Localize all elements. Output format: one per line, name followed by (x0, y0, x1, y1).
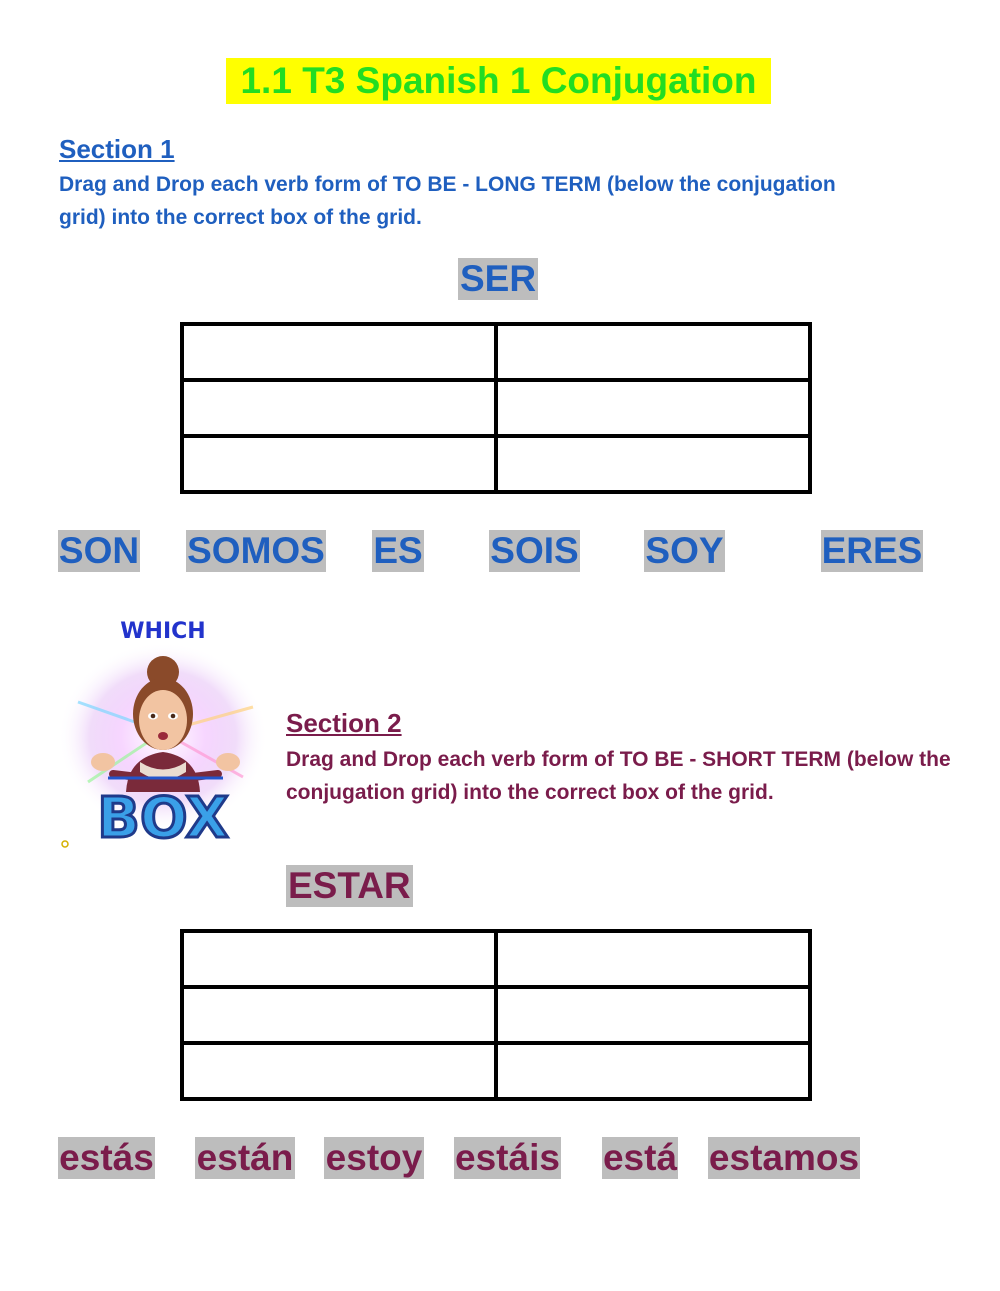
ser-drop-box-6[interactable] (496, 436, 810, 492)
estar-drop-box-4[interactable] (496, 987, 810, 1043)
which-box-bitmoji-image (58, 612, 273, 852)
page-title: 1.1 T3 Spanish 1 Conjugation (226, 58, 771, 104)
estar-conjugation-grid (180, 929, 812, 1101)
estar-drop-box-1[interactable] (182, 931, 496, 987)
ser-verb-title: SER (460, 258, 537, 299)
ser-drop-box-5[interactable] (182, 436, 496, 492)
ser-drop-box-3[interactable] (182, 380, 496, 436)
section-2-heading: Section 2 (286, 708, 402, 738)
svg-text:WHICH: WHICH (120, 619, 206, 644)
estar-word-chip-estamos[interactable]: estamos (708, 1137, 860, 1178)
ser-word-chip-eres[interactable]: ERES (821, 530, 923, 571)
section-1-instructions: Drag and Drop each verb form of TO BE - LONG TERM (below the conjugation grid) into the correct box of the grid. (59, 173, 836, 229)
ser-word-chip-son[interactable]: SON (58, 530, 140, 571)
estar-word-chip-estan[interactable]: están (196, 1137, 294, 1178)
estar-drop-box-5[interactable] (182, 1043, 496, 1099)
estar-word-chip-estais[interactable]: estáis (455, 1137, 560, 1178)
ser-drop-box-4[interactable] (496, 380, 810, 436)
estar-drop-box-6[interactable] (496, 1043, 810, 1099)
estar-word-chip-esta[interactable]: está (602, 1137, 678, 1178)
ser-drop-box-2[interactable] (496, 324, 810, 380)
ser-word-chip-es[interactable]: ES (373, 530, 423, 571)
ser-word-chip-sois[interactable]: SOIS (490, 530, 579, 571)
estar-drop-box-3[interactable] (182, 987, 496, 1043)
estar-word-chip-estoy[interactable]: estoy (325, 1137, 423, 1178)
estar-drop-box-2[interactable] (496, 931, 810, 987)
ser-word-chip-soy[interactable]: SOY (645, 530, 724, 571)
section-1-heading: Section 1 (59, 134, 175, 164)
ser-drop-box-1[interactable] (182, 324, 496, 380)
svg-text:BOX: BOX (97, 786, 229, 851)
estar-verb-title: ESTAR (288, 865, 411, 906)
estar-word-chip-estas[interactable]: estás (59, 1137, 154, 1178)
ser-conjugation-grid (180, 322, 812, 494)
ser-word-chip-somos[interactable]: SOMOS (187, 530, 325, 571)
section-2-instructions: Drag and Drop each verb form of TO BE - SHORT TERM (below the conjugation grid) into the correct box of the grid. (286, 748, 951, 804)
